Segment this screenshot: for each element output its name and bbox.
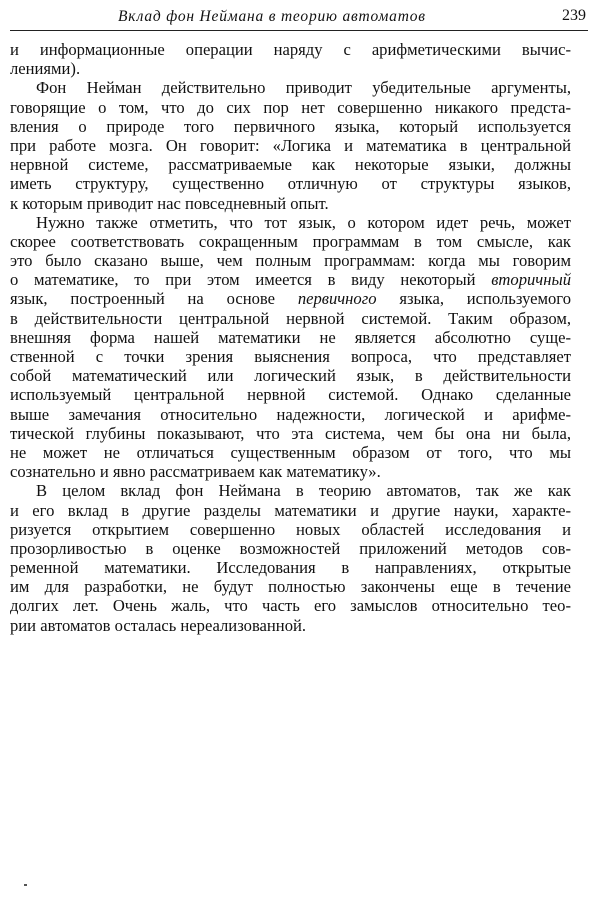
scan-speck [24, 884, 27, 886]
text-segment: язык, построенный на основе [10, 289, 298, 309]
text-segment: тической глубины показывают, что эта система, чем бы она ни была, [10, 423, 571, 443]
text-line [10, 405, 571, 424]
text-line [10, 424, 571, 443]
text-line [10, 232, 571, 251]
running-header [10, 6, 588, 31]
text-segment: В целом вклад фон Неймана в теорию автоматов, так же как [36, 481, 571, 501]
text-segment: лениями). [10, 59, 81, 79]
page-number: 239 [562, 7, 586, 24]
text-segment: ризуется открытием совершенно новых областей исследования и [10, 519, 571, 539]
text-segment: нервной системе, рассматриваемые как некоторые языки, должны [10, 155, 571, 175]
text-line [10, 289, 571, 308]
text-line [10, 78, 571, 97]
text-segment: выше замечания относительно надежности, логической и арифме- [10, 404, 571, 424]
text-segment: к которым приводит нас повседневный опыт. [10, 193, 329, 213]
text-segment: не может не отличаться существенным образом от того, что мы [10, 442, 571, 462]
text-line [10, 194, 571, 213]
text-segment: ственной с точки зрения выяснения вопроса, что представляет [10, 347, 571, 366]
text-segment: и его вклад в другие разделы математики и другие науки, характе- [10, 500, 571, 520]
text-segment: вления о природе того первичного языка, который используется [10, 116, 571, 136]
text-segment: иметь структуру, существенно отличную от структуры языков, [10, 174, 571, 194]
text-line [10, 40, 571, 59]
text-line [10, 520, 571, 539]
text-segment: долгих лет. Очень жаль, что часть его замыслов относительно тео- [10, 596, 571, 616]
emphasis-text: вторичный [491, 270, 571, 290]
text-segment: это было сказано выше, чем полным программам: когда мы говорим [10, 251, 571, 271]
text-segment: говорящие о том, что до сих пор нет совершенно никакого предста- [10, 97, 571, 117]
text-line [10, 117, 571, 136]
text-segment: Нужно также отметить, что тот язык, о котором идет речь, может [36, 212, 571, 232]
text-line [10, 481, 571, 500]
body-text [10, 40, 571, 635]
text-line [10, 136, 571, 155]
text-segment: им для разработки, не будут полностью закончены еще в течение [10, 577, 571, 597]
text-segment: рии автоматов осталась нереализованной. [10, 615, 307, 635]
text-line [10, 462, 571, 481]
text-segment: используемый центральной нервной системой. Однако сделанные [10, 385, 571, 405]
text-line [10, 98, 571, 117]
emphasis-text: первичного [297, 289, 377, 309]
text-segment: Фон Нейман действительно приводит убедительные аргументы, [36, 78, 571, 98]
text-line [10, 385, 571, 404]
text-line [10, 539, 571, 558]
text-segment: ременной математики. Исследования в направлениях, открытые [10, 558, 571, 578]
text-segment: и информационные операции наряду с арифметическими вычис- [10, 40, 571, 59]
text-line [10, 347, 571, 366]
text-segment: в действительности центральной нервной системой. Таким образом, [10, 308, 571, 328]
text-line [10, 59, 571, 78]
text-line [10, 366, 571, 385]
text-line [10, 616, 571, 635]
text-segment: при работе мозга. Он говорит: «Логика и математика в центральной [10, 135, 571, 155]
text-segment: языка, используемого [376, 289, 571, 309]
text-segment: прозорливостью в оценке возможностей приложений методов сов- [10, 538, 571, 558]
text-segment: о математике, то при этом имеется в виду некоторый [10, 270, 492, 290]
text-line [10, 501, 571, 520]
text-line [10, 328, 571, 347]
text-line [10, 577, 571, 596]
running-title: Вклад фон Неймана в теорию автоматов [118, 8, 426, 25]
text-segment: внешняя форма нашей математики не является абсолютно суще- [10, 327, 571, 347]
text-line [10, 251, 571, 270]
text-line [10, 443, 571, 462]
text-line [10, 155, 571, 174]
text-line [10, 213, 571, 232]
text-line [10, 596, 571, 615]
text-segment: собой математический или логический язык, в действительности [10, 366, 571, 386]
text-line [10, 309, 571, 328]
text-segment: скорее соответствовать сокращенным программам в том смысле, как [10, 231, 571, 251]
text-line [10, 270, 571, 289]
text-segment: сознательно и явно рассматриваем как математику». [10, 462, 381, 482]
text-line [10, 558, 571, 577]
text-line [10, 174, 571, 193]
